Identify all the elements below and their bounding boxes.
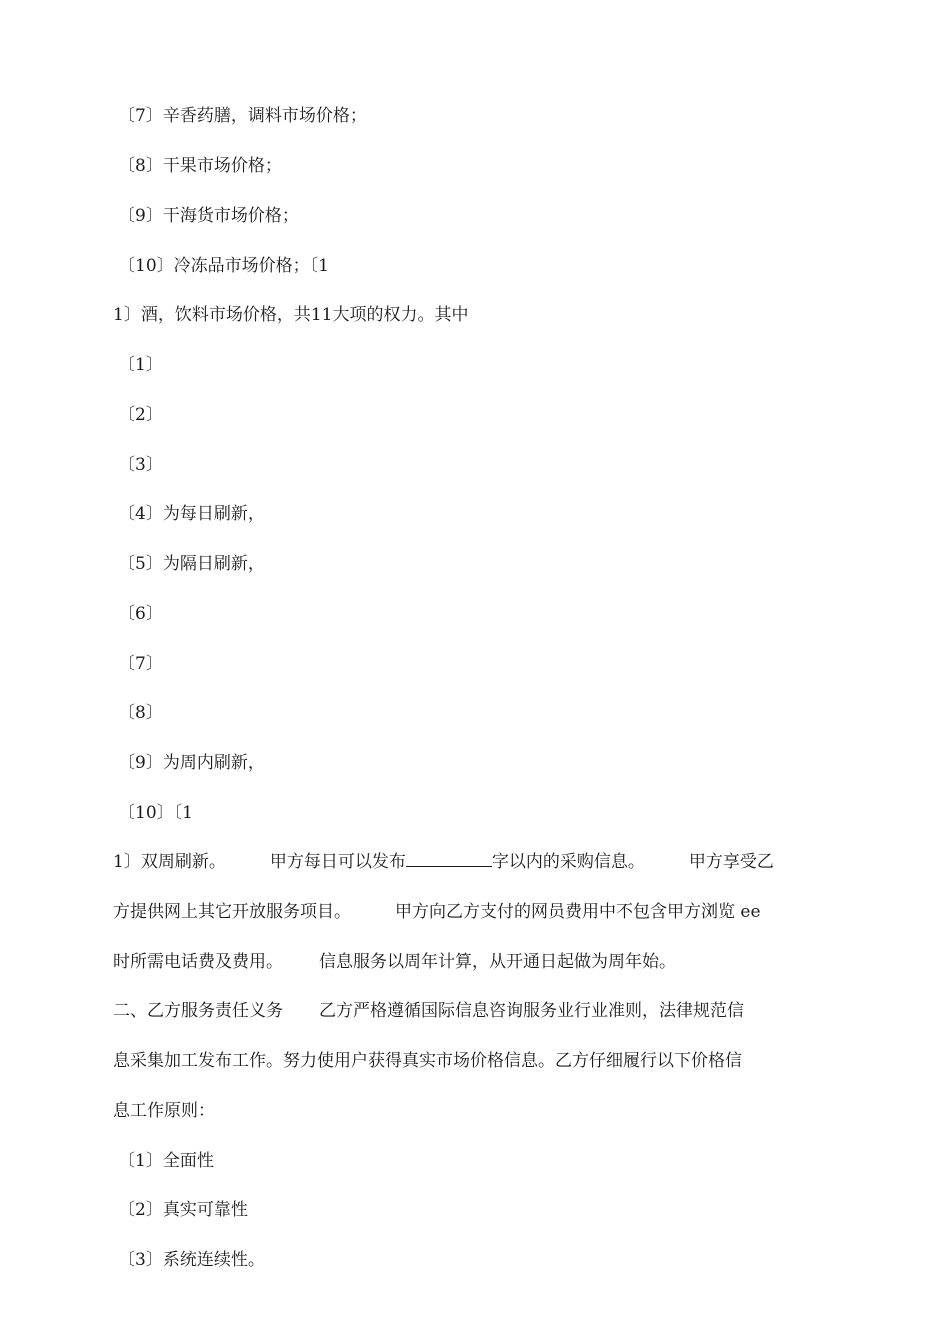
list-item: 〔7〕辛香药膳，调料市场价格； [118, 106, 367, 126]
list-item: 1〕酒，饮料市场价格，共11大项的权力。其中 [113, 305, 469, 325]
text-span: 信息服务以周年计算，从开通日起做为周年始。 [319, 952, 676, 972]
list-item: 〔1〕 [118, 355, 163, 375]
list-item: 〔9〕为周内刷新， [118, 753, 265, 773]
paragraph-line [113, 950, 838, 974]
list-item: 〔10〕〔1 [118, 803, 193, 823]
text-span: 时所需电话费及费用。 [113, 952, 283, 972]
text-span: 乙方严格遵循国际信息咨询服务业行业准则，法律规范信 [319, 1001, 744, 1021]
list-item: 〔8〕干果市场价格； [118, 156, 282, 176]
paragraph-line: 息工作原则： [113, 1101, 215, 1121]
text-span: 方提供网上其它开放服务项目。 [113, 902, 351, 922]
list-item: 〔10〕冷冻品市场价格；〔1 [118, 256, 329, 276]
text-span: 甲方每日可以发布 [269, 852, 406, 872]
list-item: 〔5〕为隔日刷新， [118, 554, 265, 574]
list-item: 〔9〕干海货市场价格； [118, 206, 299, 226]
text-span: 甲方享受乙 [688, 852, 774, 872]
list-item: 〔6〕 [118, 604, 163, 624]
list-item: 〔4〕为每日刷新， [118, 504, 265, 524]
list-item: 〔7〕 [118, 654, 163, 674]
text-span: 1〕双周刷新。 [113, 852, 226, 872]
list-item: 〔3〕 [118, 455, 163, 475]
text-span: 字以内的采购信息。 [491, 852, 645, 872]
principle-item: 〔3〕系统连续性。 [118, 1250, 265, 1270]
text-span: 甲方向乙方支付的网员费用中不包含甲方浏览 ee [395, 902, 761, 922]
list-item: 〔2〕 [118, 405, 163, 425]
paragraph-line [113, 900, 838, 924]
section-heading: 二、乙方服务责任义务 [113, 1001, 283, 1021]
principle-item: 〔2〕真实可靠性 [118, 1200, 248, 1220]
principle-item: 〔1〕全面性 [118, 1151, 214, 1171]
list-item: 〔8〕 [118, 703, 163, 723]
section-heading-line [113, 999, 838, 1023]
paragraph-line [113, 850, 838, 874]
fill-in-blank [406, 850, 492, 867]
paragraph-line: 息采集加工发布工作。努力使用户获得真实市场价格信息。乙方仔细履行以下价格信 [113, 1051, 742, 1071]
